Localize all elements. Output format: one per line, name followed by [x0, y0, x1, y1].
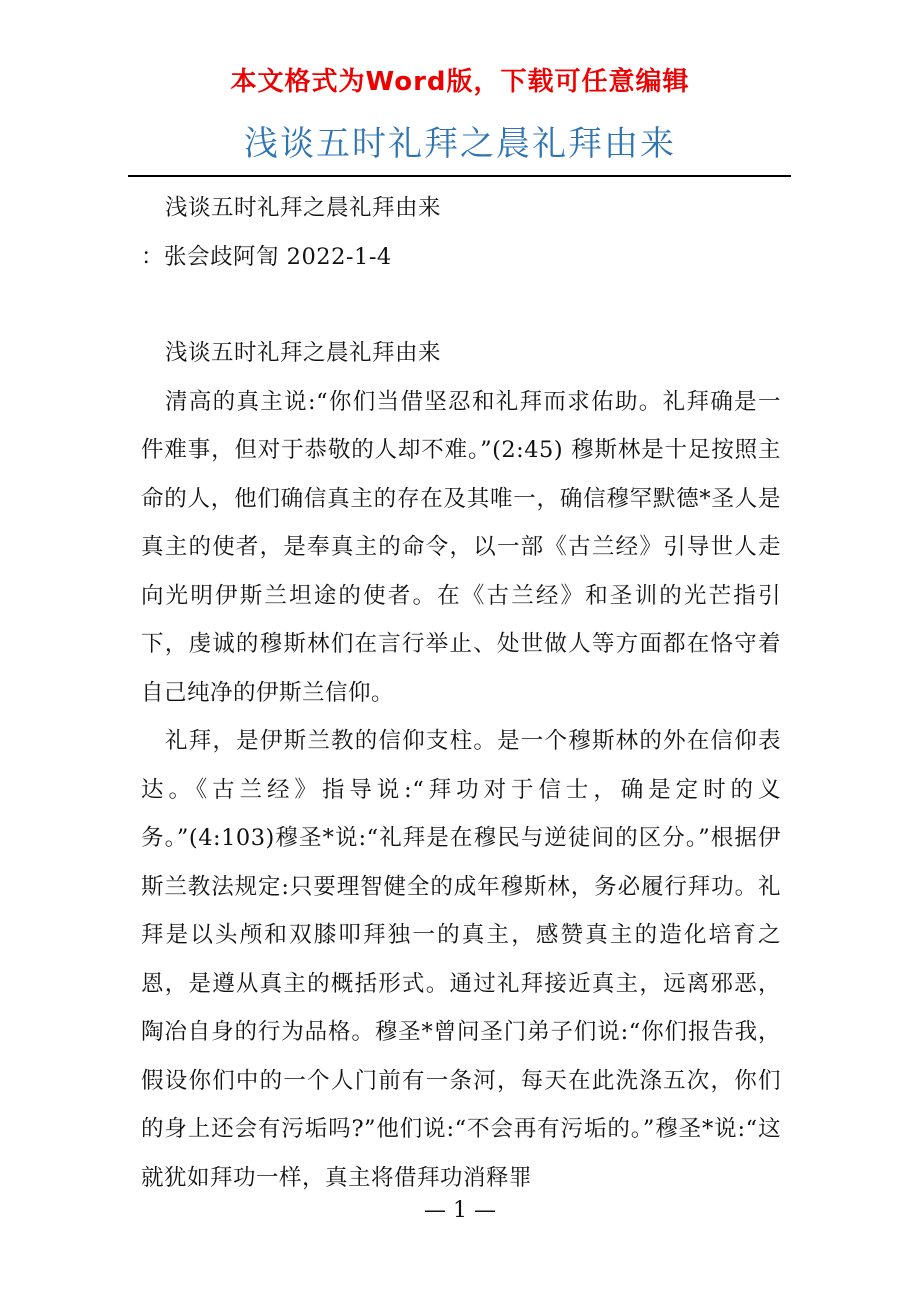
- blank-line: [141, 281, 781, 329]
- subtitle-line: 浅谈五时礼拜之晨礼拜由来: [165, 195, 442, 221]
- title-divider: [128, 175, 791, 177]
- document-title: 浅谈五时礼拜之晨礼拜由来: [244, 124, 676, 164]
- page-number: — 1 —: [424, 1198, 496, 1223]
- paragraph-2: 礼拜，是伊斯兰教的信仰支柱。是一个穆斯林的外在信仰表达。《古兰经》指导说:“拜功对于信士，确是定时的义务。”(4:103)穆圣*说:“礼拜是在穆民与逆徒间的区分。”根据伊斯兰教法规定:只要理智健全的成年穆斯林，务必履行拜功。礼拜是以头颅和双膝叩拜独一的真主，感赞真主的造化培育之恩，是遵从真主的概括形式。通过礼拜接近真主，远离邪恶，陶冶自身的行为品格。穆圣*曾问圣门弟子们说:“你们报告我，假设你们中的一个人门前有一条河，每天在此洗涤五次，你们的身上还会有污垢吗?”他们说:“不会再有污垢的。”穆圣*说:“这就犹如拜功一样，真主将借拜功消释罪: [141, 728, 781, 1191]
- author-date-line: ：张会歧阿訇 2022-1-4: [141, 243, 392, 270]
- document-body: [141, 184, 781, 1202]
- section-heading: 浅谈五时礼拜之晨礼拜由来: [165, 340, 442, 366]
- format-notice-banner: 本文格式为Word版，下载可任意编辑: [230, 67, 690, 97]
- paragraph-1: 清高的真主说:“你们当借坚忍和礼拜而求佑助。礼拜确是一件难事，但对于恭敬的人却不难。”(2:45) 穆斯林是十足按照主命的人，他们确信真主的存在及其唯一，确信穆罕默德*圣人是真主的使者，是奉真主的命令，以一部《古兰经》引导世人走向光明伊斯兰坦途的使者。在《古兰经》和圣训的光芒指引下，虔诚的穆斯林们在言行举止、处世做人等方面都在恪守着自己纯净的伊斯兰信仰。: [141, 388, 781, 706]
